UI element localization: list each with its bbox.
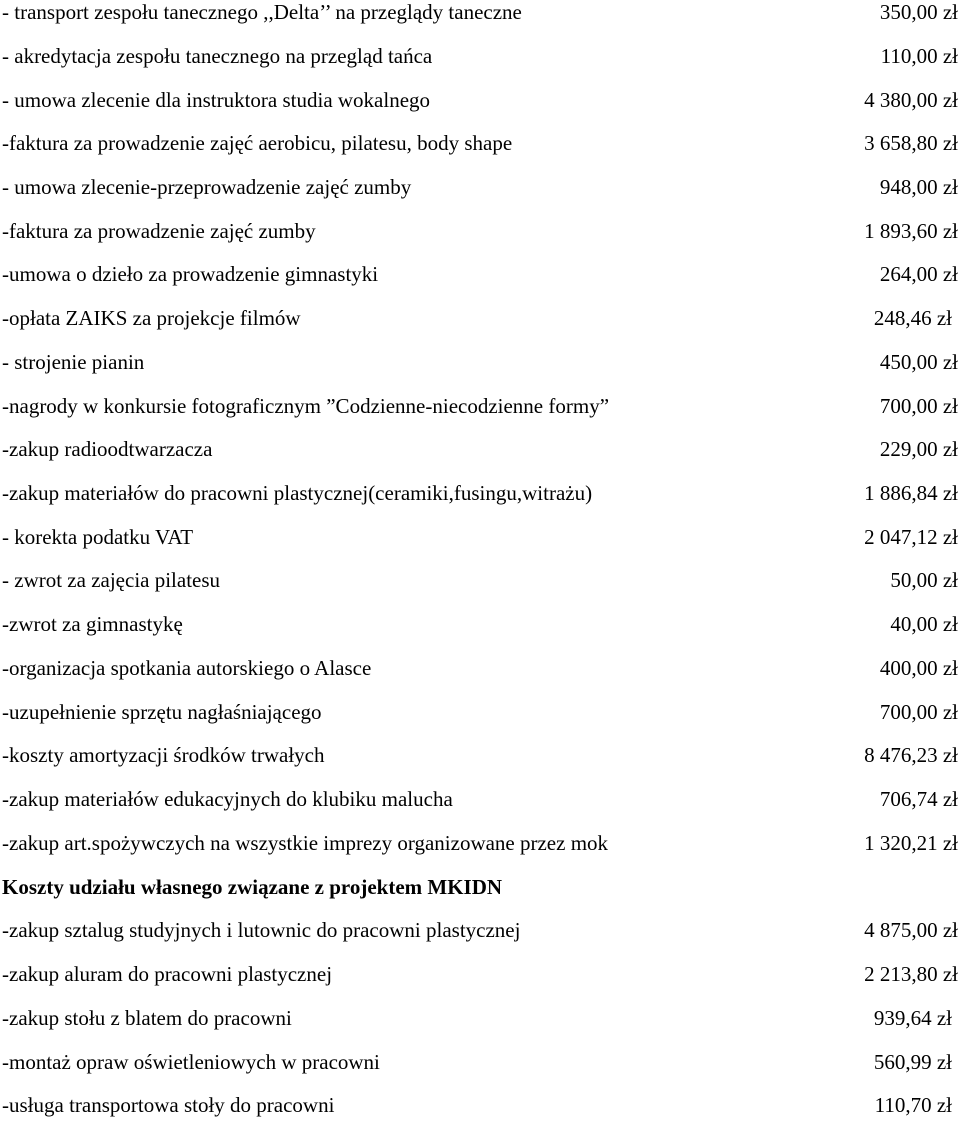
cost-amount: 939,64 zł (873, 1006, 952, 1030)
cost-row (0, 0, 960, 27)
cost-description: - strojenie pianin (2, 350, 145, 374)
cost-row (0, 434, 960, 464)
cost-description: -opłata ZAIKS za projekcje filmów (2, 306, 301, 330)
cost-description: -nagrody w konkursie fotograficznym ”Codzienne-niecodzienne formy” (2, 394, 610, 418)
project-cost-row (0, 959, 960, 989)
cost-description: - akredytacja zespołu tanecznego na przegląd tańca (2, 44, 433, 68)
cost-amount: 706,74 zł (879, 787, 958, 811)
cost-description: - umowa zlecenie-przeprowadzenie zajęć zumby (2, 175, 412, 199)
cost-amount: 3 658,80 zł (864, 131, 958, 155)
cost-row (0, 85, 960, 115)
cost-description: -umowa o dzieło za prowadzenie gimnastyki (2, 262, 379, 286)
cost-description: -uzupełnienie sprzętu nagłaśniającego (2, 700, 322, 724)
cost-row (0, 128, 960, 158)
cost-amount: 110,70 zł (874, 1093, 952, 1117)
project-cost-row (0, 915, 960, 945)
cost-amount: 264,00 zł (879, 262, 958, 286)
cost-amount: 560,99 zł (873, 1050, 952, 1074)
cost-row (0, 653, 960, 683)
cost-amount: 4 875,00 zł (864, 918, 958, 942)
cost-amount: 948,00 zł (879, 175, 958, 199)
cost-amount: 50,00 zł (890, 568, 958, 592)
cost-description: - transport zespołu tanecznego ,,Delta’’ na przeglądy taneczne (2, 0, 522, 24)
cost-description: -zakup materiałów do pracowni plastycznej(ceramiki,fusingu,witrażu) (2, 481, 593, 505)
cost-row (0, 522, 960, 552)
cost-row (0, 565, 960, 595)
cost-amount: 700,00 zł (879, 700, 958, 724)
cost-row (0, 784, 960, 814)
cost-row (0, 478, 960, 508)
cost-amount: 8 476,23 zł (864, 743, 958, 767)
cost-amount: 110,00 zł (880, 44, 958, 68)
cost-amount: 1 886,84 zł (864, 481, 958, 505)
cost-amount: 229,00 zł (879, 437, 958, 461)
cost-description: -usługa transportowa stoły do pracowni (2, 1093, 335, 1117)
cost-description: -montaż opraw oświetleniowych w pracowni (2, 1050, 380, 1074)
cost-row (0, 740, 960, 770)
cost-row (0, 609, 960, 639)
cost-amount: 1 893,60 zł (864, 219, 958, 243)
cost-description: -organizacja spotkania autorskiego o Alasce (2, 656, 372, 680)
cost-row (0, 697, 960, 727)
cost-row (0, 303, 960, 333)
cost-row (0, 259, 960, 289)
cost-amount: 4 380,00 zł (864, 88, 958, 112)
cost-amount: 450,00 zł (879, 350, 958, 374)
cost-row (0, 216, 960, 246)
cost-description: - korekta podatku VAT (2, 525, 194, 549)
project-cost-row (0, 1090, 960, 1120)
cost-row (0, 172, 960, 202)
cost-description: -faktura za prowadzenie zajęć zumby (2, 219, 316, 243)
cost-amount: 400,00 zł (879, 656, 958, 680)
project-cost-row (0, 1047, 960, 1077)
cost-description: - umowa zlecenie dla instruktora studia wokalnego (2, 88, 431, 112)
cost-row (0, 41, 960, 71)
cost-amount: 2 047,12 zł (864, 525, 958, 549)
cost-description: -zakup stołu z blatem do pracowni (2, 1006, 292, 1030)
cost-description: -zakup aluram do pracowni plastycznej (2, 962, 333, 986)
cost-row (0, 347, 960, 377)
cost-amount: 700,00 zł (879, 394, 958, 418)
cost-description: - zwrot za zajęcia pilatesu (2, 568, 221, 592)
cost-amount: 248,46 zł (873, 306, 952, 330)
cost-description: -zakup materiałów edukacyjnych do klubiku malucha (2, 787, 453, 811)
cost-description: -zakup art.spożywczych na wszystkie imprezy organizowane przez mok (2, 831, 609, 855)
cost-amount: 2 213,80 zł (864, 962, 958, 986)
cost-description: -zakup sztalug studyjnych i lutownic do pracowni plastycznej (2, 918, 521, 942)
cost-description: -faktura za prowadzenie zajęć aerobicu, pilatesu, body shape (2, 131, 513, 155)
cost-row (0, 828, 960, 858)
project-cost-row (0, 1003, 960, 1033)
cost-amount: 1 320,21 zł (864, 831, 958, 855)
cost-amount: 40,00 zł (890, 612, 958, 636)
cost-description: -koszty amortyzacji środków trwałych (2, 743, 325, 767)
cost-description: -zwrot za gimnastykę (2, 612, 183, 636)
cost-amount: 350,00 zł (879, 0, 958, 24)
cost-description: -zakup radioodtwarzacza (2, 437, 213, 461)
cost-row (0, 391, 960, 421)
section-heading (0, 872, 960, 902)
section-heading-text: Koszty udziału własnego związane z projektem MKIDN (2, 875, 503, 899)
